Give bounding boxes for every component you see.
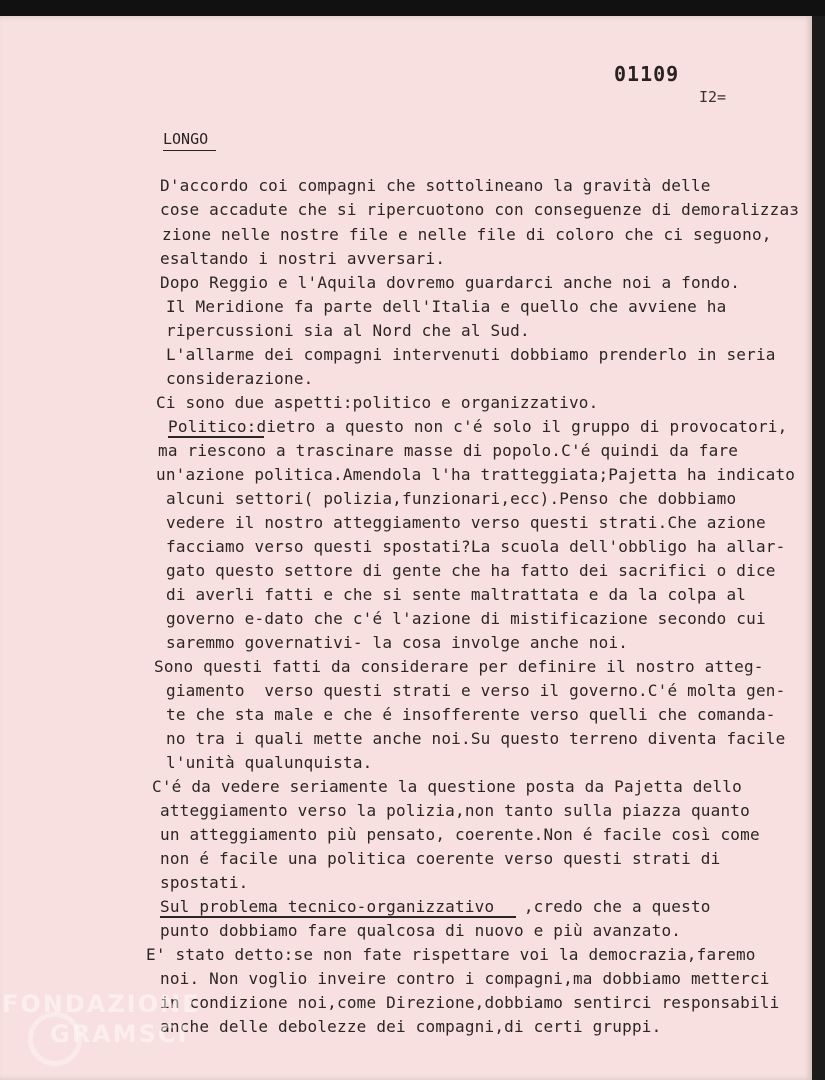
document-number: 01109	[614, 62, 680, 86]
text-line: giamento verso questi strati e verso il governo.C'é molta gen-	[166, 681, 786, 700]
text-line: ma riescono a trascinare masse di popolo.C'é quindi da fare	[158, 441, 739, 460]
text-line: esaltando i nostri avversari.	[160, 249, 446, 268]
text-line: alcuni settori( polizia,funzionari,ecc).Penso che dobbiamo	[166, 489, 737, 508]
text-line: noi. Non voglio inveire contro i compagni,ma dobbiamo metterci	[160, 969, 770, 988]
text-line: E' stato detto:se non fate rispettare voi la democrazia,faremo	[146, 945, 756, 964]
watermark-line1: FONDAZIONE	[2, 990, 201, 1018]
text-line: l'unità qualunquista.	[166, 753, 373, 772]
text-line: in condizione noi,come Direzione,dobbiamo sentirci responsabili	[160, 993, 780, 1012]
speaker-heading: LONGO	[163, 130, 216, 151]
text-line: facciamo verso questi spostati?La scuola dell'obbligo ha allar-	[166, 537, 786, 556]
text-line: Dopo Reggio e l'Aquila dovremo guardarci anche noi a fondo.	[160, 273, 741, 292]
text-line: Sul problema tecnico-organizzativo ,credo che a questo	[160, 897, 711, 916]
text-line: punto dobbiamo fare qualcosa di nuovo e più avanzato.	[160, 921, 682, 940]
text-line: zione nelle nostre file e nelle file di coloro che ci seguono,	[162, 225, 772, 244]
politico-underline	[168, 436, 264, 438]
text-line: gato questo settore di gente che ha fatto dei sacrifici o dice	[166, 561, 776, 580]
watermark-line2: GRAMSCI	[50, 1020, 189, 1048]
text-line: Politico:dietro a questo non c'é solo il gruppo di provocatori,	[168, 417, 788, 436]
text-line: ripercussioni sia al Nord che al Sud.	[166, 321, 530, 340]
text-line: Ci sono due aspetti:politico e organizzativo.	[156, 393, 599, 412]
text-line: un'azione politica.Amendola l'ha tratteggiata;Pajetta ha indicato	[156, 465, 796, 484]
text-line: atteggiamento verso la polizia,non tanto sulla piazza quanto	[160, 801, 750, 820]
text-line: anche delle debolezze dei compagni,di certi gruppi.	[160, 1017, 662, 1036]
text-line: vedere il nostro atteggiamento verso questi strati.Che azione	[166, 513, 766, 532]
tecnico-underline	[160, 916, 516, 918]
text-line: Il Meridione fa parte dell'Italia e quello che avviene ha	[166, 297, 727, 316]
text-line: C'é da vedere seriamente la questione posta da Pajetta dello	[152, 777, 742, 796]
page-number: I2=	[699, 88, 727, 106]
text-line: di averli fatti e che si sente maltrattata e da la colpa al	[166, 585, 747, 604]
text-line: non é facile una politica coerente verso questi strati di	[160, 849, 721, 868]
text-line: L'allarme dei compagni intervenuti dobbiamo prenderlo in seria	[166, 345, 776, 364]
text-line: Sono questi fatti da considerare per definire il nostro atteg-	[154, 657, 764, 676]
text-line: no tra i quali mette anche noi.Su questo terreno diventa facile	[166, 729, 786, 748]
text-line: spostati.	[160, 873, 249, 892]
text-line: governo e-dato che c'é l'azione di mistificazione secondo cui	[166, 609, 766, 628]
text-line: D'accordo coi compagni che sottolineano la gravità delle	[160, 176, 711, 195]
scanner-edge	[0, 0, 825, 16]
text-line: te che sta male e che é insofferente verso quelli che comanda-	[166, 705, 776, 724]
text-line: cose accadute che si ripercuotono con conseguenze di demoralizzaз	[160, 200, 800, 219]
text-line: un atteggiamento più pensato, coerente.Non é facile così come	[160, 825, 760, 844]
text-line: considerazione.	[166, 369, 314, 388]
watermark	[2, 990, 201, 1048]
text-line: saremmo governativi- la cosa involge anche noi.	[166, 633, 629, 652]
